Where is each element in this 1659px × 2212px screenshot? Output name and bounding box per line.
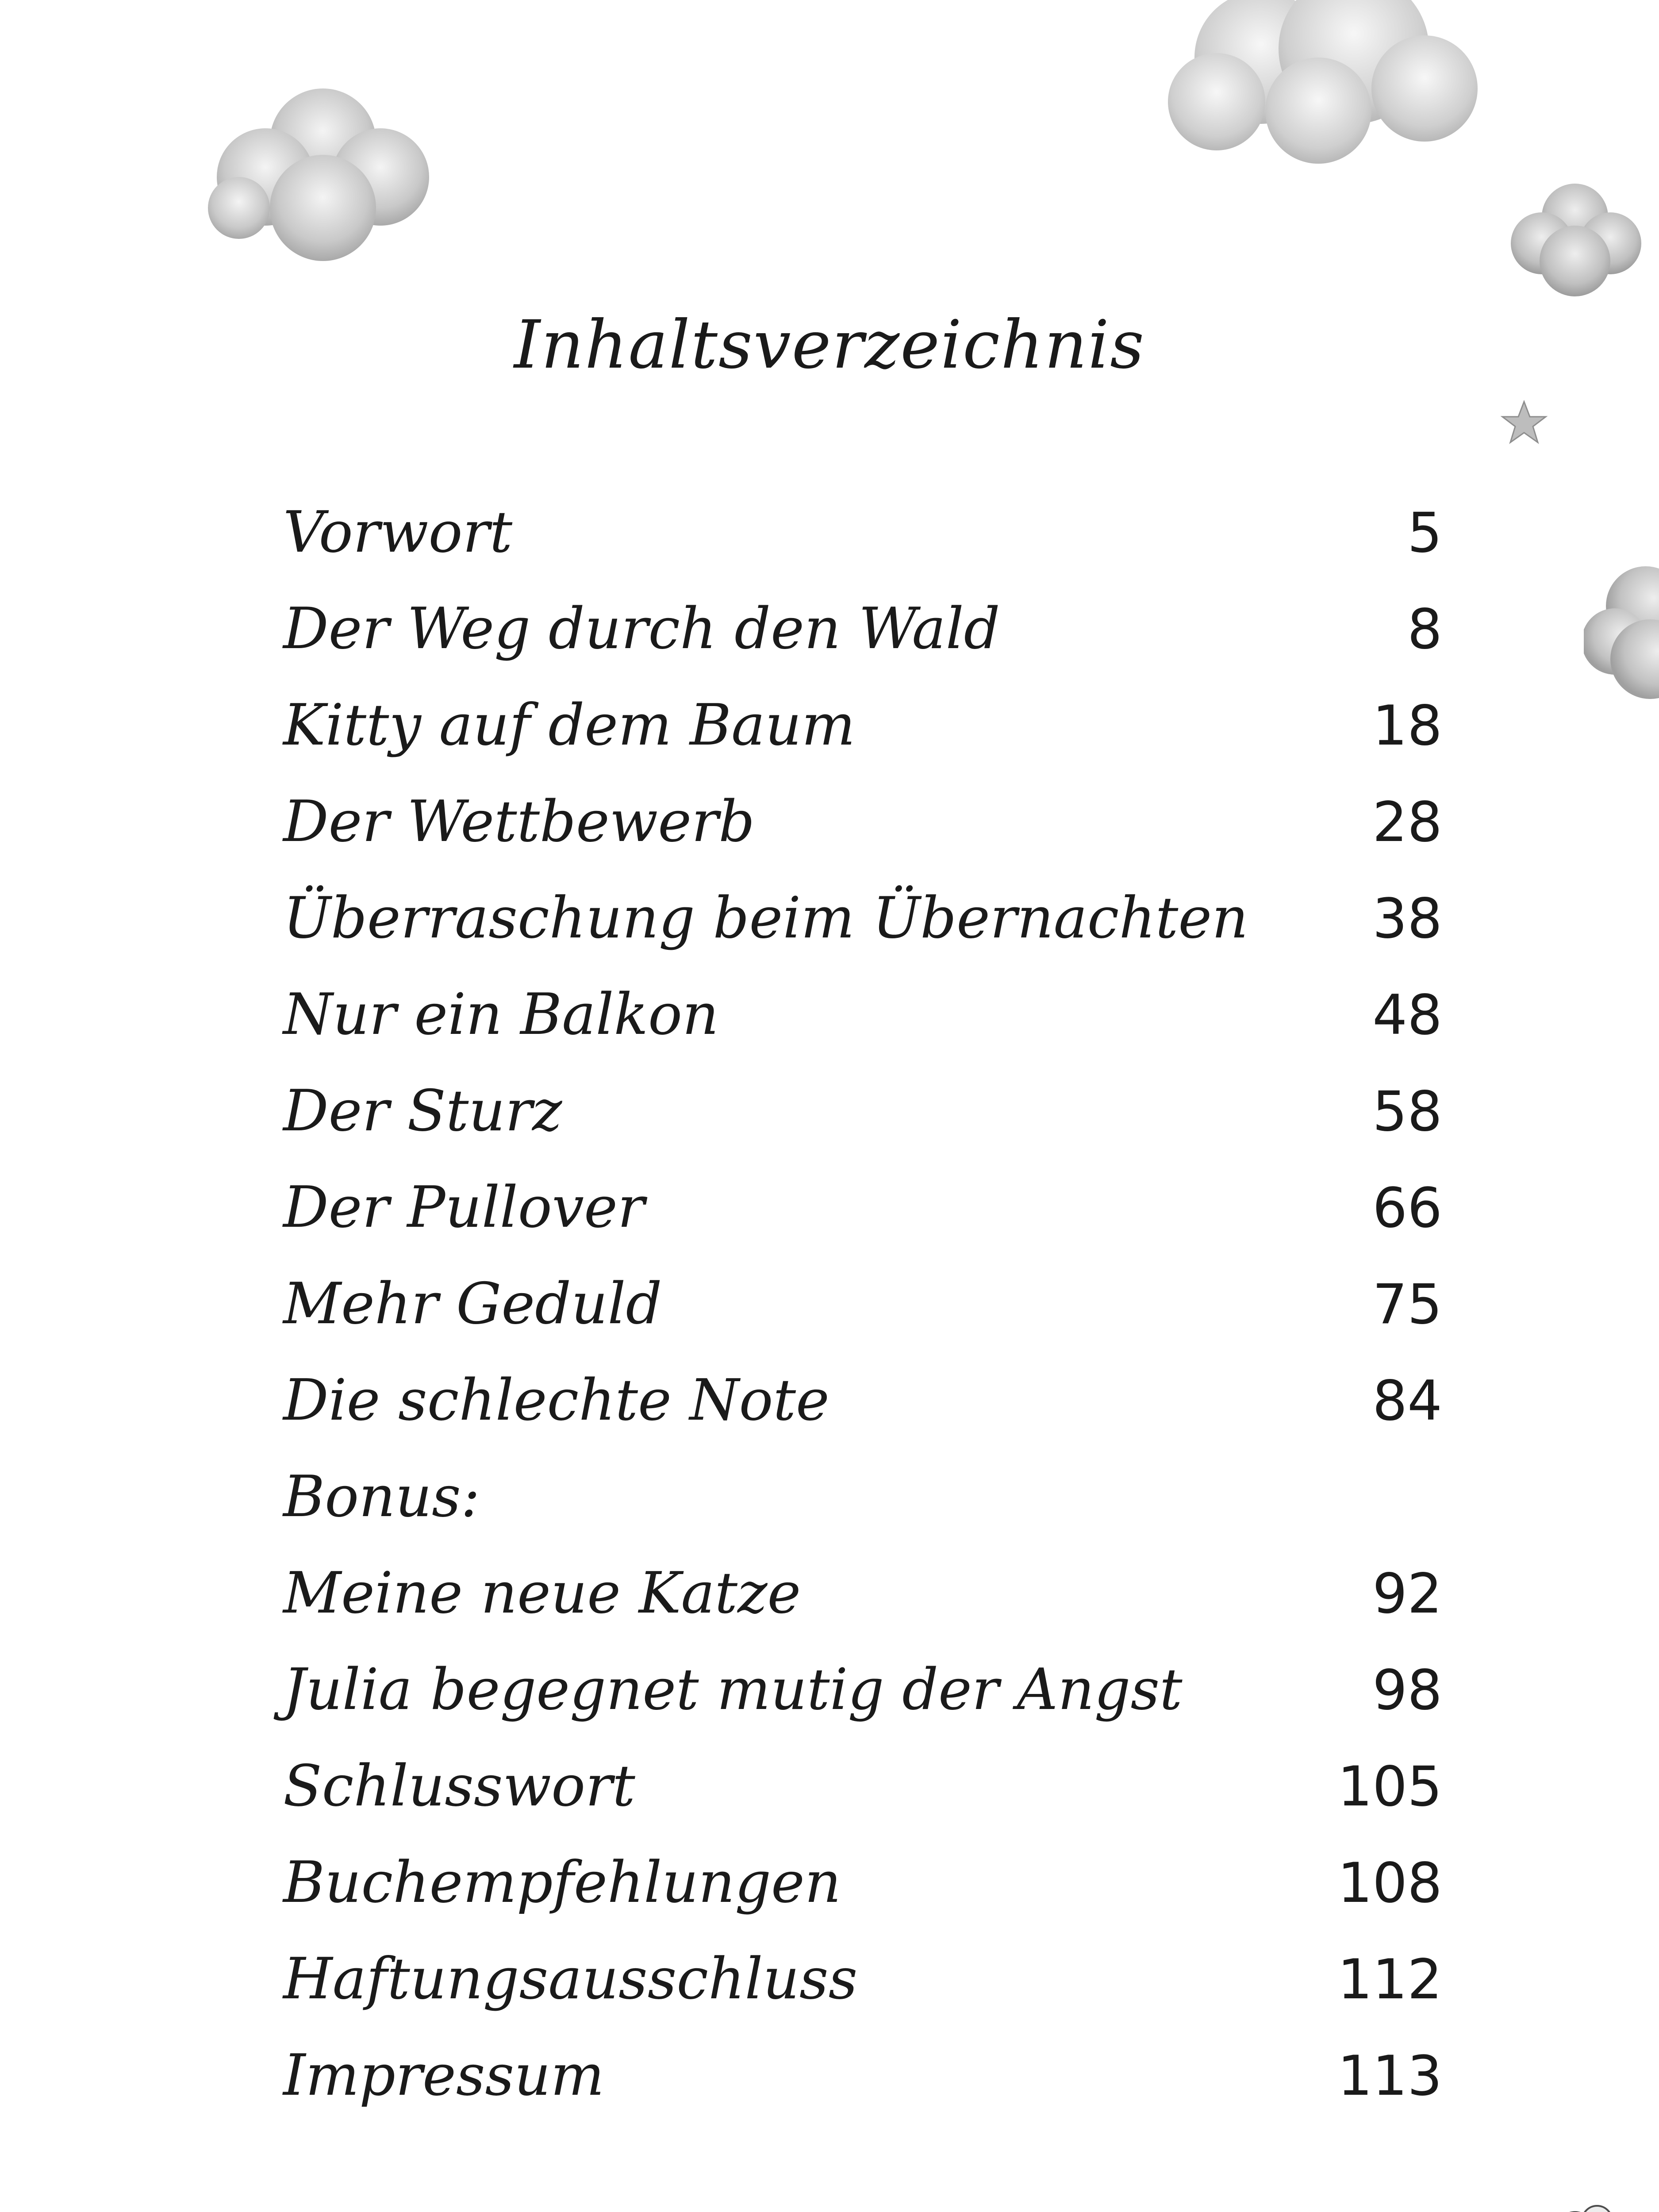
toc-entry-page: 66: [1372, 1176, 1442, 1240]
cloud-icon: [1150, 0, 1486, 168]
toc-entry-label: Überraschung beim Übernachten: [283, 885, 1248, 951]
toc-entry-page: 75: [1372, 1273, 1442, 1336]
toc-entry-page: 8: [1407, 598, 1442, 661]
toc-entry-label: Kitty auf dem Baum: [283, 692, 856, 758]
toc-entry-label: Meine neue Katze: [283, 1560, 801, 1626]
toc-entry-label: Die schlechte Note: [283, 1367, 830, 1433]
toc-entry-label: Der Weg durch den Wald: [283, 596, 1000, 662]
toc-entry-label: Julia begegnet mutig der Angst: [283, 1657, 1183, 1723]
toc-entry-label: Schlusswort: [283, 1753, 635, 1819]
toc-entry: [283, 967, 1442, 1063]
toc-entry-page: 38: [1372, 887, 1442, 951]
toc-entry-page: 108: [1337, 1851, 1442, 1915]
toc-entry-page: 98: [1372, 1659, 1442, 1722]
toc-entry-page: 48: [1372, 983, 1442, 1047]
toc-entry: [283, 1545, 1442, 1642]
toc-entry-label: Der Sturz: [283, 1078, 562, 1144]
meadow-flowers-illustration: [0, 2168, 1659, 2212]
toc-section-heading: [283, 1449, 1442, 1545]
cloud-icon: [190, 75, 447, 270]
toc-entry-label: Buchempfehlungen: [283, 1850, 841, 1916]
toc-entry: [283, 1642, 1442, 1738]
toc-entry: [283, 1352, 1442, 1449]
toc-entry: [283, 1063, 1442, 1160]
toc-entry-page: 92: [1372, 1562, 1442, 1626]
toc-entry: [283, 1256, 1442, 1352]
toc-entry-page: 28: [1372, 791, 1442, 854]
toc-entry: [283, 2028, 1442, 2124]
cloud-icon: [1504, 173, 1646, 305]
toc-entry: [283, 581, 1442, 677]
toc-entry-label: Mehr Geduld: [283, 1271, 662, 1337]
toc-entry-label: Haftungsausschluss: [283, 1946, 858, 2012]
page-title: Inhaltsverzeichnis: [514, 307, 1145, 384]
toc-entry-page: 112: [1337, 1948, 1442, 2012]
toc-entry: [283, 774, 1442, 870]
toc-entry-label: Vorwort: [283, 499, 513, 565]
toc-entry-page: 58: [1372, 1080, 1442, 1144]
toc-entry-page: 113: [1337, 2044, 1442, 2108]
toc-entry-page: 18: [1372, 694, 1442, 758]
toc-entry-label: Nur ein Balkon: [283, 982, 719, 1048]
toc-entry: [283, 1738, 1442, 1835]
toc-entry: [283, 484, 1442, 581]
toc-entry: [283, 1160, 1442, 1256]
toc-entry-page: 84: [1372, 1369, 1442, 1433]
cloud-icon: [1584, 557, 1659, 699]
toc-entry-page: 5: [1407, 501, 1442, 565]
toc-entry-page: 105: [1337, 1755, 1442, 1819]
toc-entry: [283, 1931, 1442, 2028]
table-of-contents: [283, 484, 1442, 2124]
toc-entry-label: Der Wettbewerb: [283, 789, 755, 855]
toc-entry: [283, 677, 1442, 774]
toc-entry: [283, 870, 1442, 967]
toc-section-label: Bonus:: [283, 1464, 480, 1530]
toc-entry: [283, 1835, 1442, 1931]
star-icon: [1500, 398, 1548, 447]
toc-entry-label: Der Pullover: [283, 1175, 645, 1240]
toc-entry-label: Impressum: [283, 2043, 604, 2108]
